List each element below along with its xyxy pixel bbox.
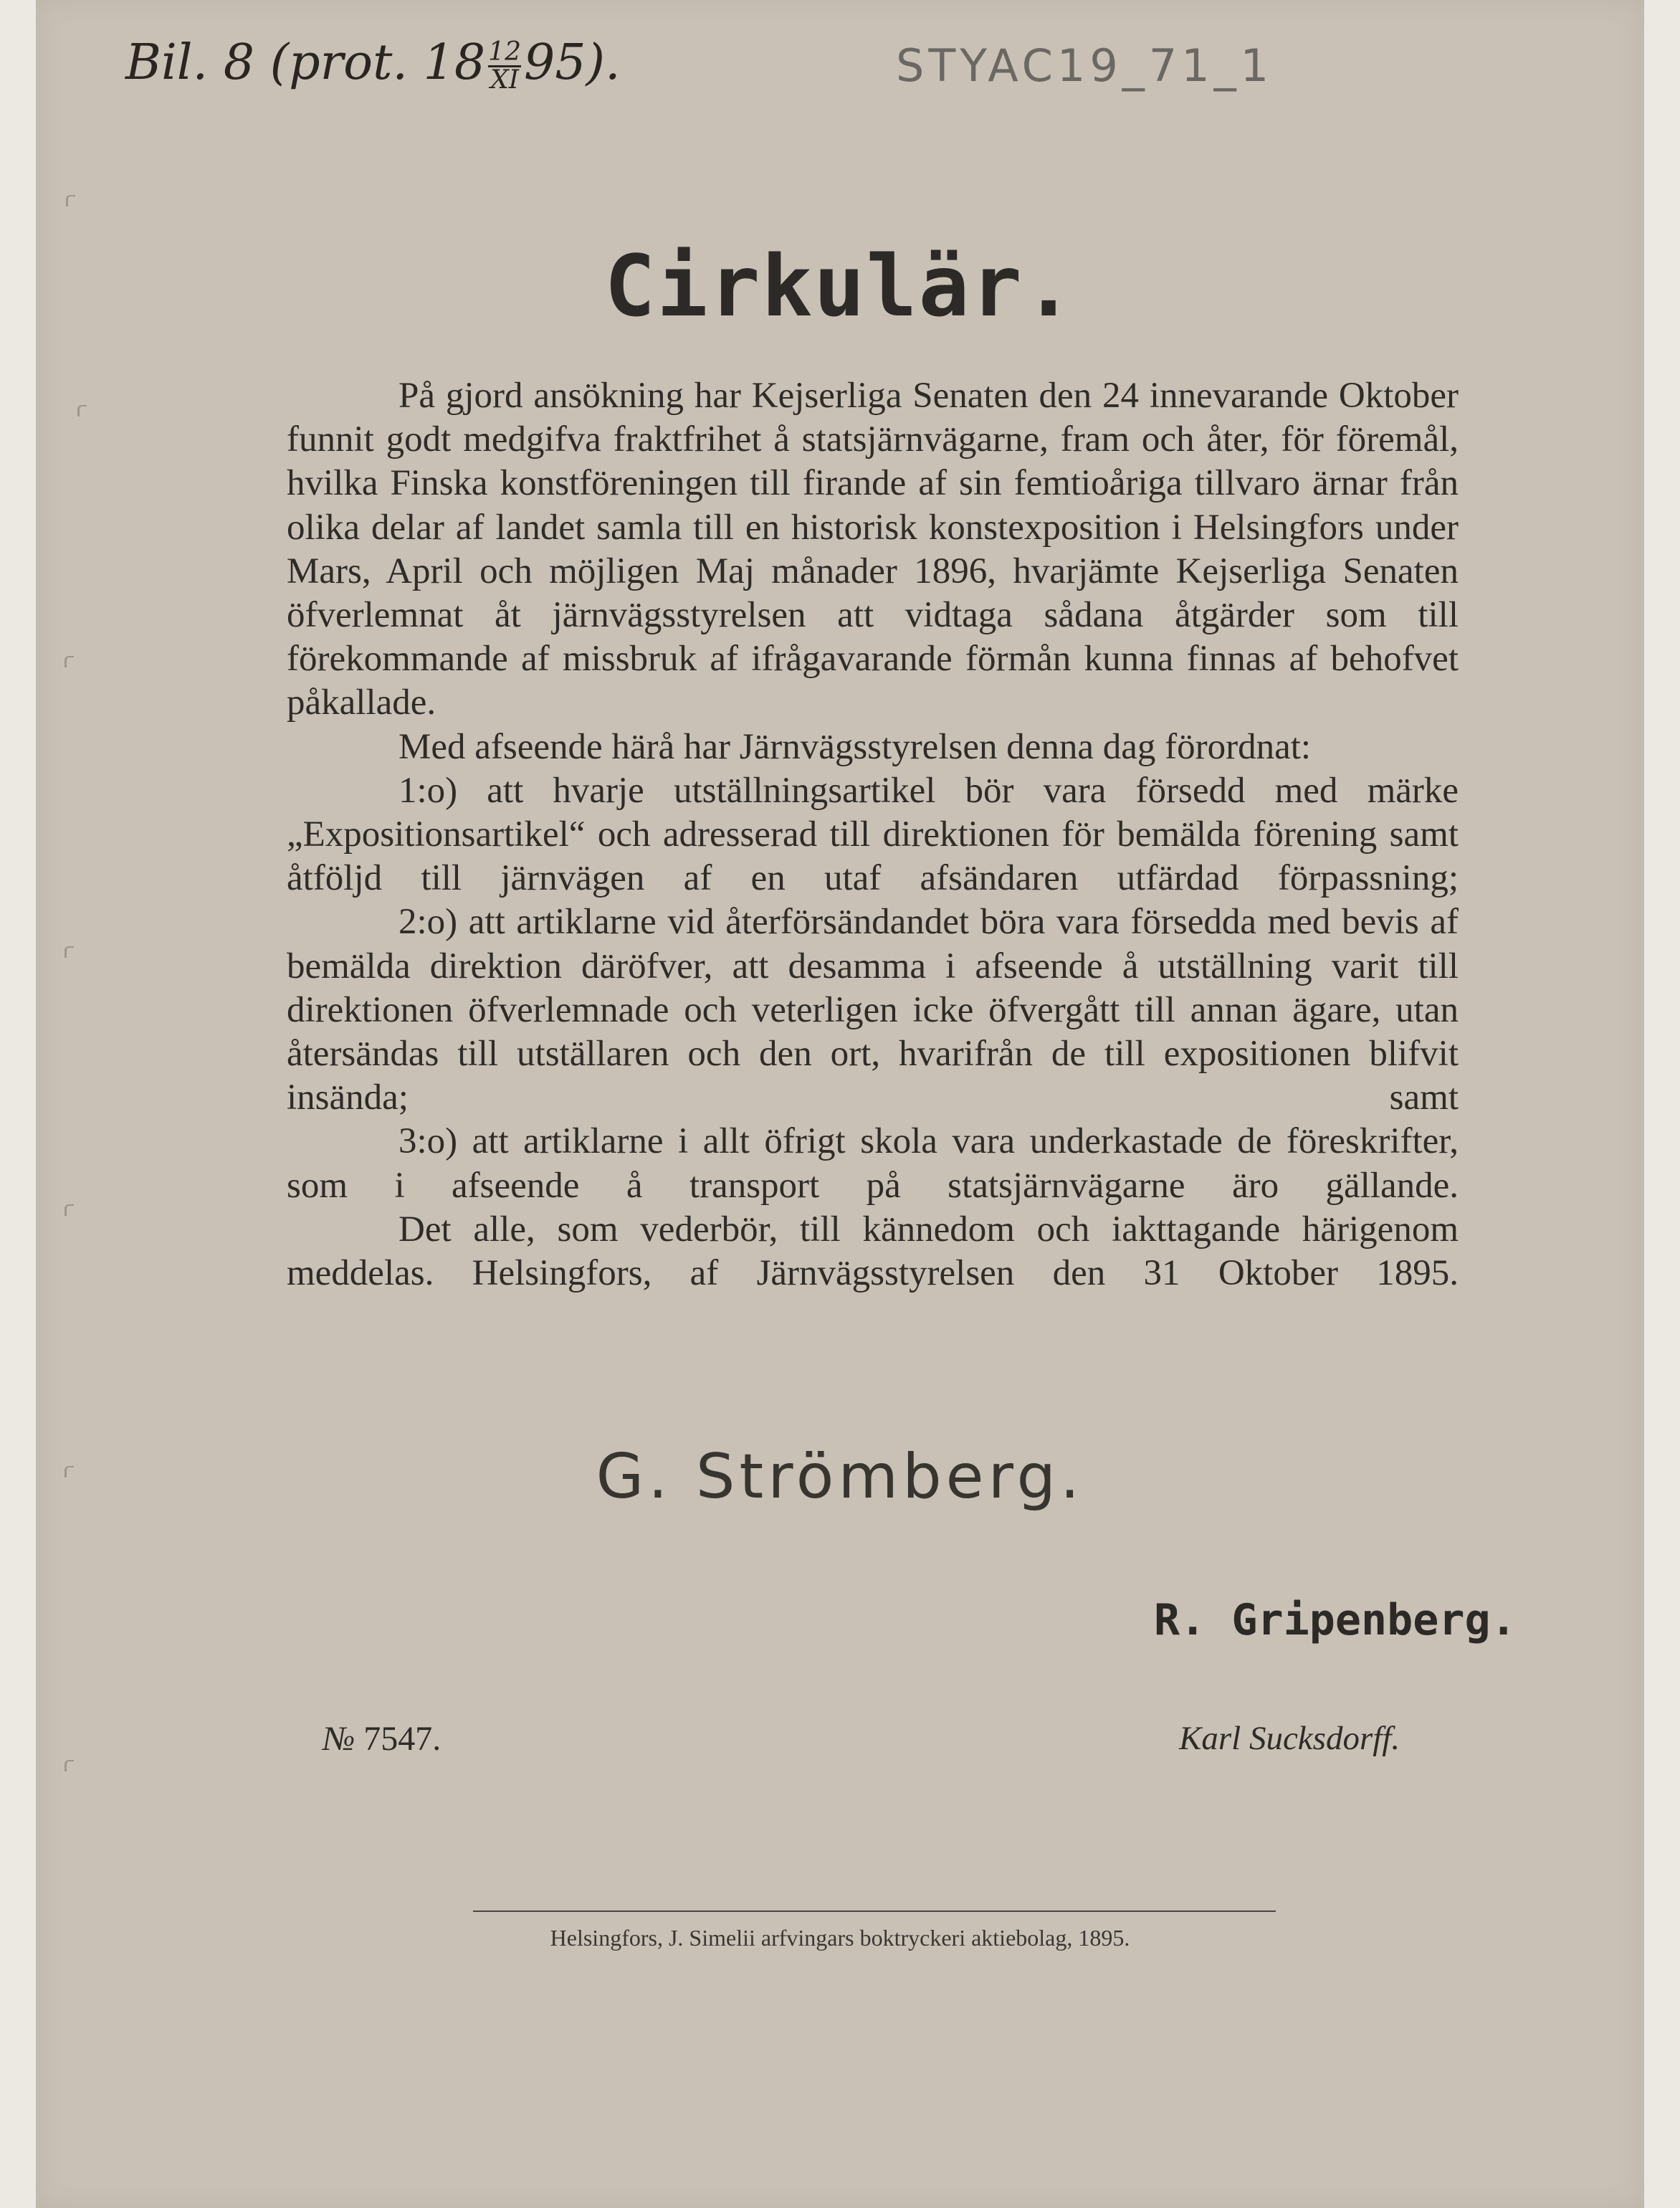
margin-mark — [66, 195, 75, 206]
body-paragraph: Det alle, som vederbör, till kännedom och iakttagande härigenom meddelas. Helsingfors, af Järnvägsstyrelsen den 31 Oktober 1895. — [287, 1209, 1459, 1294]
handwritten-ref-date-fraction — [488, 39, 521, 93]
handwritten-ref-prefix: Bil. 8 (prot. 18 — [125, 34, 486, 91]
signature-secondary: R. Gripenberg. — [1154, 1595, 1517, 1645]
signature-primary: G. Strömberg. — [596, 1441, 1084, 1513]
handwritten-ref-day: 12 — [488, 37, 521, 67]
margin-mark — [65, 1760, 74, 1771]
document-title: Cirkulär. — [604, 237, 1076, 336]
signature-tertiary: Karl Sucksdorff. — [1179, 1720, 1400, 1757]
margin-mark — [77, 405, 87, 417]
margin-mark — [65, 656, 74, 667]
document-number — [323, 1719, 441, 1759]
margin-mark — [65, 1204, 74, 1216]
margin-mark — [65, 946, 74, 958]
body-paragraph: 1:o) att hvarje utställningsartikel bör vara försedd med märke „Expositionsartikel“ och adresserad till direktionen för bemälda förening samt åtföljd till järnvägen af en utaf afsändaren utfärdad förpassning; — [287, 770, 1459, 899]
printer-imprint: Helsingfors, J. Simelii arfvingars boktryckeri aktiebolag, 1895. — [550, 1925, 1130, 1951]
document-body — [287, 374, 1459, 1295]
handwritten-reference — [125, 34, 621, 93]
document-sheet — [36, 0, 1644, 2208]
archive-id: STYAC19_71_1 — [896, 39, 1274, 92]
body-paragraph: På gjord ansökning har Kejserliga Senaten den 24 innevarande Oktober funnit godt medgifva fraktfrihet å statsjärnvägarne, fram och åter, för föremål, hvilka Finska konstföreningen till firande af sin femtioåriga tillvaro ärnar från olika delar af landet samla till en historisk konstexposition i Helsingfors under Mars, April och möjligen Maj månader 1896, hvarjämte Kejserliga Senaten öfverlemnat åt järnvägsstyrelsen att vidtaga sådana åtgärder som till förekommande af missbruk af ifrågavarande förmån kunna finnas af behofvet påkallade. — [287, 376, 1459, 723]
body-paragraph: 2:o) att artiklarne vid återförsändandet böra vara försedda med bevis af bemälda direktion däröfver, att desamma i afseende å utställning varit till direktionen öfverlemnade och veterligen icke öfvergått till annan ägare, utan återsändas till utställaren och den ort, hvarifrån de till expositionen blifvit insända; samt — [287, 902, 1459, 1118]
footer-divider — [473, 1910, 1276, 1912]
handwritten-ref-suffix: 95). — [523, 34, 621, 91]
number-label: № — [323, 1720, 355, 1758]
body-paragraph: 3:o) att artiklarne i allt öfrigt skola vara underkastade de föreskrifter, som i afseende å transport på statsjärnvägarne äro gällande. — [287, 1121, 1459, 1206]
number-value: 7547. — [363, 1720, 442, 1758]
body-paragraph: Med afseende härå har Järnvägsstyrelsen denna dag förordnat: — [398, 726, 1312, 767]
handwritten-ref-month: XI — [490, 65, 519, 95]
